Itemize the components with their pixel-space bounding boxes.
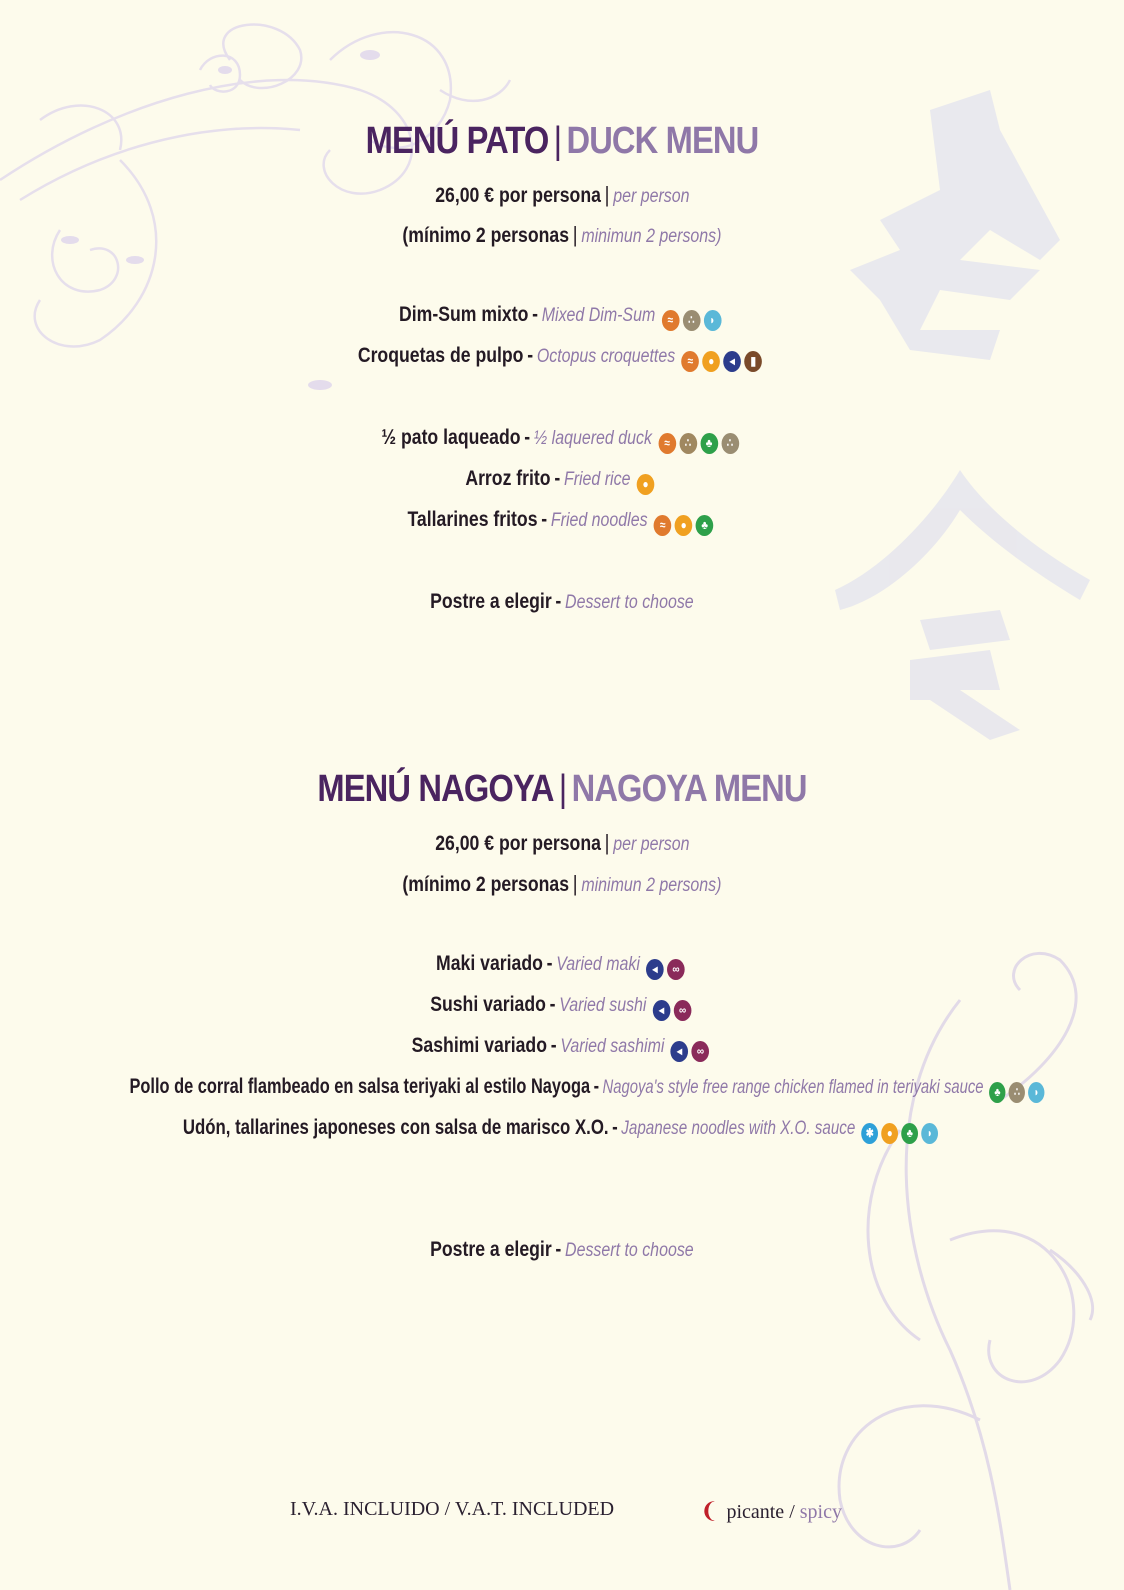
celery-icon: ♣ xyxy=(901,1123,918,1144)
item-name-es: Tallarines fritos xyxy=(407,508,538,531)
gluten-icon: ≈ xyxy=(658,433,676,454)
price-es: 26,00 € por persona xyxy=(434,832,601,855)
item-name-es: Croquetas de pulpo xyxy=(358,344,524,367)
celery-icon: ♣ xyxy=(989,1082,1005,1103)
egg-icon: ● xyxy=(703,351,721,372)
menu-item: Udón, tallarines japoneses con salsa de marisco X.O. - Japanese noodles with X.O. sauce ✱ ● ♣ ◗ xyxy=(0,1116,1124,1144)
duck-price-line: 26,00 € por persona | per person xyxy=(434,182,690,207)
egg-icon: ● xyxy=(881,1123,898,1144)
duck-minimum-line: (mínimo 2 personas | minimun 2 persons) xyxy=(402,222,722,247)
chili-icon: ❨ xyxy=(700,1498,719,1523)
item-name-en: Dessert to choose xyxy=(565,1240,694,1261)
shellfish-icon: ◗ xyxy=(704,310,722,331)
menu-item: Sushi variado - Varied sushi ◂ ∞ xyxy=(0,993,1124,1021)
minimum-en: minimun 2 persons) xyxy=(581,226,722,247)
menu-item: Postre a elegir - Dessert to choose xyxy=(430,1238,694,1261)
menu-item: Dim-Sum mixto - Mixed Dim-Sum ≈ ∴ ◗ xyxy=(0,303,1124,331)
menu-item: Postre a elegir - Dessert to choose xyxy=(430,590,694,613)
shellfish-icon: ◗ xyxy=(1028,1082,1044,1103)
minimum-es: (mínimo 2 personas xyxy=(402,224,570,247)
menu-item: Croquetas de pulpo - Octopus croquettes ≈ ● ◂ ▮ xyxy=(0,344,1124,372)
nagoya-minimum-line: (mínimo 2 personas | minimun 2 persons) xyxy=(402,871,722,896)
gluten-icon: ≈ xyxy=(682,351,700,372)
duck-menu-title xyxy=(79,120,1046,163)
egg-icon: ● xyxy=(637,474,655,495)
soy-icon: ∴ xyxy=(1009,1082,1025,1103)
item-name-es: Maki variado xyxy=(435,952,543,975)
gluten-icon: ≈ xyxy=(654,515,672,536)
soy-icon: ∴ xyxy=(683,310,701,331)
sulfite-icon: ∞ xyxy=(673,1000,691,1021)
spicy-en: spicy xyxy=(799,1501,842,1523)
menu-item: Sashimi variado - Varied sashimi ◂ ∞ xyxy=(0,1034,1124,1062)
item-name-en: Dessert to choose xyxy=(565,592,694,613)
duck-menu-section xyxy=(0,120,1124,163)
item-name-en: Nagoya's style free range chicken flamed in teriyaki sauce xyxy=(602,1077,984,1098)
item-name-es: Postre a elegir xyxy=(430,590,552,613)
title-es: MENÚ NAGOYA xyxy=(317,768,554,810)
vat-note: I.V.A. INCLUIDO / V.A.T. INCLUDED xyxy=(290,1498,615,1520)
gluten-icon: ≈ xyxy=(662,310,680,331)
item-name-es: Sashimi variado xyxy=(411,1034,547,1057)
celery-icon: ♣ xyxy=(700,433,718,454)
minimum-en: minimun 2 persons) xyxy=(581,875,722,896)
nagoya-menu-title xyxy=(79,768,1046,811)
item-name-en: ½ laquered duck xyxy=(534,428,653,449)
item-name-en: Varied sashimi xyxy=(560,1036,665,1057)
price-en: per person xyxy=(612,186,690,207)
shellfish-icon: ◗ xyxy=(921,1123,938,1144)
title-en: NAGOYA MENU xyxy=(571,768,807,810)
menu-item: ½ pato laqueado - ½ laquered duck ≈ ∴ ♣ ∴ xyxy=(0,426,1124,454)
item-name-en: Varied sushi xyxy=(558,995,647,1016)
item-name-es: Udón, tallarines japoneses con salsa de marisco X.O. xyxy=(182,1116,609,1139)
egg-icon: ● xyxy=(675,515,693,536)
spicy-separator: / xyxy=(789,1501,795,1523)
item-name-es: Postre a elegir xyxy=(430,1238,552,1261)
item-name-en: Japanese noodles with X.O. sauce xyxy=(621,1118,856,1139)
item-name-en: Mixed Dim-Sum xyxy=(541,305,656,326)
item-name-en: Octopus croquettes xyxy=(537,346,676,367)
fish-icon: ◂ xyxy=(646,959,664,980)
menu-item: Tallarines fritos - Fried noodles ≈ ● ♣ xyxy=(0,508,1124,536)
item-name-es: Pollo de corral flambeado en salsa teriyaki al estilo Nayoga xyxy=(129,1075,591,1098)
menu-item: Maki variado - Varied maki ◂ ∞ xyxy=(0,952,1124,980)
item-name-en: Fried rice xyxy=(564,469,631,490)
menu-item: Arroz frito - Fried rice ● xyxy=(0,467,1124,495)
item-name-en: Varied maki xyxy=(556,954,640,975)
minimum-es: (mínimo 2 personas xyxy=(402,873,570,896)
item-name-en: Fried noodles xyxy=(550,510,648,531)
item-name-es: Dim-Sum mixto xyxy=(399,303,529,326)
nagoya-price-line: 26,00 € por persona | per person xyxy=(434,830,690,855)
title-separator: | xyxy=(553,120,562,162)
price-en: per person xyxy=(612,834,690,855)
item-name-es: Arroz frito xyxy=(465,467,552,490)
price-es: 26,00 € por persona xyxy=(434,184,601,207)
spicy-es: picante xyxy=(726,1501,785,1523)
celery-icon: ♣ xyxy=(696,515,714,536)
title-separator: | xyxy=(558,768,567,810)
crustacean-icon: ✱ xyxy=(861,1123,878,1144)
soy-icon: ∴ xyxy=(721,433,739,454)
fish-icon: ◂ xyxy=(671,1041,689,1062)
title-en: DUCK MENU xyxy=(566,120,759,162)
spicy-legend xyxy=(700,1498,842,1524)
title-es: MENÚ PATO xyxy=(365,120,549,162)
fish-icon: ◂ xyxy=(652,1000,670,1021)
nagoya-menu-section xyxy=(0,768,1124,811)
item-name-es: Sushi variado xyxy=(429,993,546,1016)
menu-item: Pollo de corral flambeado en salsa teriyaki al estilo Nayoga - Nagoya's style free range chicken flamed in teriyaki sauce ♣ ∴ ◗ xyxy=(0,1075,1124,1103)
fish-icon: ◂ xyxy=(724,351,742,372)
milk-icon: ▮ xyxy=(745,351,763,372)
item-name-es: ½ pato laqueado xyxy=(381,426,521,449)
sulfite-icon: ∞ xyxy=(667,959,685,980)
sesame-icon: ∴ xyxy=(679,433,697,454)
sulfite-icon: ∞ xyxy=(692,1041,710,1062)
